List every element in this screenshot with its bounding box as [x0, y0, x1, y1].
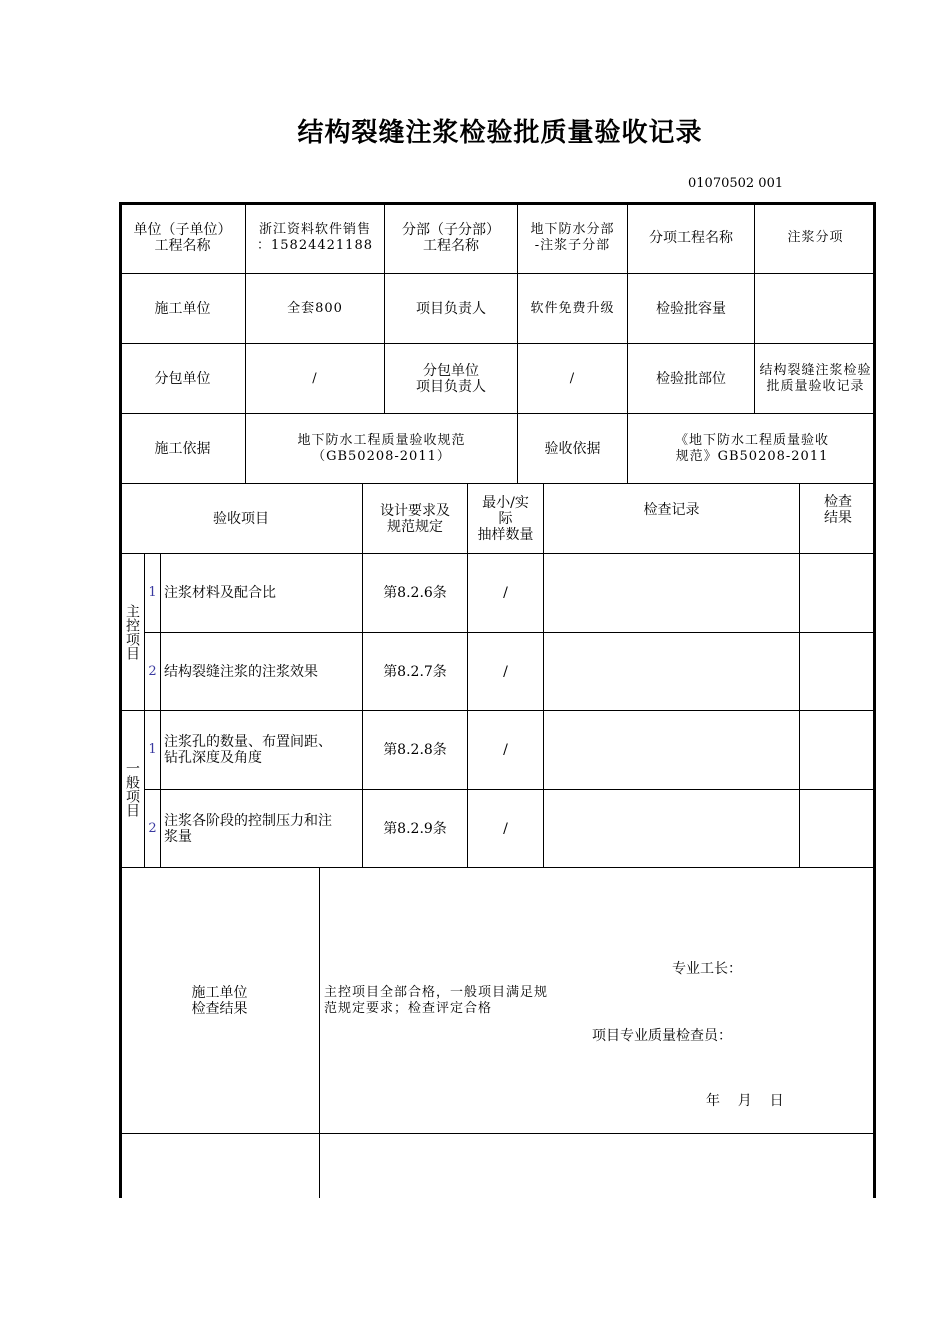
row-record[interactable]	[543, 553, 799, 632]
row-clause: 第8.2.6条	[362, 553, 467, 632]
row-sample: /	[467, 553, 543, 632]
row-record[interactable]	[543, 710, 799, 789]
sub-manager-label: 分包单位 项目负责人	[384, 343, 517, 413]
acceptance-label: 验收依据	[517, 413, 627, 483]
subitem-value: 注浆分项	[754, 202, 876, 273]
col-record-header: 检查记录	[543, 483, 799, 553]
col-item-header: 验收项目	[119, 483, 362, 553]
row-sample: /	[467, 632, 543, 710]
manager-value: 软件免费升级	[517, 273, 627, 343]
basis-label: 施工依据	[119, 413, 245, 483]
row-item-name: 结构裂缝注浆的注浆效果	[160, 632, 362, 710]
inspection-form-table	[119, 202, 876, 1198]
row-item-name: 注浆孔的数量、布置间距、 钻孔深度及角度	[160, 710, 362, 789]
part-value: 结构裂缝注浆检验批质量验收记录	[754, 343, 876, 413]
row-number: 2	[144, 632, 160, 710]
row-item-name: 注浆材料及配合比	[160, 553, 362, 632]
page-title: 结构裂缝注浆检验批质量验收记录	[297, 118, 703, 148]
foreman-label: 专业工长：	[672, 961, 742, 977]
row-clause: 第8.2.8条	[362, 710, 467, 789]
conclusion-statement: 主控项目全部合格，一般项目满足规 范规定要求；检查评定合格	[324, 985, 549, 1016]
supervisor-label-cell	[119, 1133, 319, 1198]
contractor-value: 全套800	[245, 273, 384, 343]
acceptance-value: 《地下防水工程质量验收 规范》GB50208-2011	[627, 413, 876, 483]
supervisor-result-cell[interactable]	[319, 1133, 876, 1198]
unit-label: 单位（子单位） 工程名称	[119, 202, 245, 273]
col-result-header: 检查 结果	[799, 483, 876, 553]
subcontractor-value: /	[245, 343, 384, 413]
row-item-name: 注浆各阶段的控制压力和注 浆量	[160, 789, 362, 867]
row-number: 2	[144, 789, 160, 867]
row-clause: 第8.2.9条	[362, 789, 467, 867]
division-value: 地下防水分部 -注浆子分部	[517, 202, 627, 273]
subitem-label: 分项工程名称	[627, 202, 754, 273]
table-border-right	[873, 202, 876, 1198]
col-design-header: 设计要求及 规范规定	[362, 483, 467, 553]
row-record[interactable]	[543, 632, 799, 710]
basis-value: 地下防水工程质量验收规范 （GB50208-2011）	[245, 413, 517, 483]
row-result[interactable]	[799, 710, 876, 789]
division-label: 分部（子分部） 工程名称	[384, 202, 517, 273]
sub-manager-value: /	[517, 343, 627, 413]
date-label: 年 月 日	[706, 1093, 784, 1109]
document-number: 01070502 001	[688, 176, 784, 191]
contractor-label: 施工单位	[119, 273, 245, 343]
row-number: 1	[144, 710, 160, 789]
col-sample-header: 最小/实 际 抽样数量	[467, 483, 543, 553]
capacity-value	[754, 273, 876, 343]
row-result[interactable]	[799, 789, 876, 867]
row-result[interactable]	[799, 553, 876, 632]
row-clause: 第8.2.7条	[362, 632, 467, 710]
contractor-result-label: 施工单位 检查结果	[119, 867, 319, 1133]
row-record[interactable]	[543, 789, 799, 867]
row-sample: /	[467, 710, 543, 789]
group-label-general: 一般项目	[119, 710, 144, 867]
table-border-top	[119, 202, 876, 205]
subcontractor-label: 分包单位	[119, 343, 245, 413]
manager-label: 项目负责人	[384, 273, 517, 343]
group-label-main: 主控项目	[119, 553, 144, 710]
row-sample: /	[467, 789, 543, 867]
unit-value: 浙江资料软件销售 ：15824421188	[245, 202, 384, 273]
row-number: 1	[144, 553, 160, 632]
capacity-label: 检验批容量	[627, 273, 754, 343]
row-result[interactable]	[799, 632, 876, 710]
part-label: 检验批部位	[627, 343, 754, 413]
table-border-left	[119, 202, 122, 1198]
inspector-label: 项目专业质量检查员：	[592, 1028, 732, 1044]
